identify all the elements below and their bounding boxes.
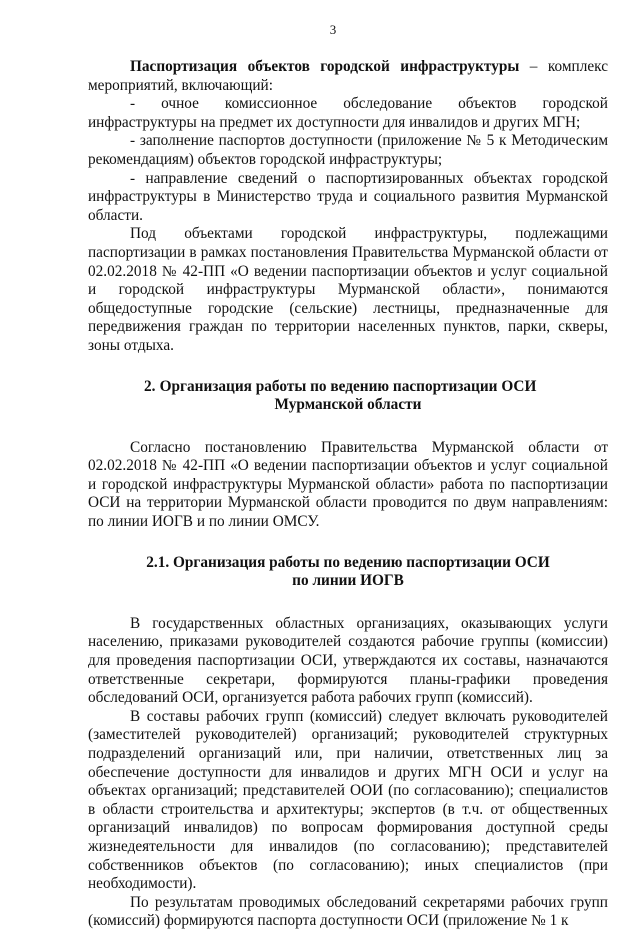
section-2-1-heading <box>88 554 608 591</box>
intro-term: Паспортизация объектов городской инфраструктуры <box>130 58 520 75</box>
page-number: 3 <box>329 22 337 37</box>
section-2-1-title-line1: 2.1. Организация работы по ведению паспортизации ОСИ <box>146 553 550 571</box>
section-2-heading <box>88 378 608 415</box>
section-2-1-paragraph: По результатам проводимых обследований секретарями рабочих групп (комиссий) формируются паспорта доступности ОСИ (приложение № 1 к <box>88 893 608 930</box>
definition-paragraph: Под объектами городской инфраструктуры, подлежащими паспортизации в рамках постановления Правительства Мурманской области от 02.02.2018 № 42-ПП «О ведении паспортизации объектов и услуг социальной и городской инфраструктуры Мурманской области», понимаются общедоступные городские (сельские) лестницы, предназначенные для передвижения граждан по территории населенных пунктов, парки, скверы, зоны отдыха. <box>88 225 608 354</box>
list-item: - направление сведений о паспортизированных объектах городской инфраструктуры в Министерство труда и социального развития Мурманской области. <box>88 169 608 224</box>
section-2-title-line1: Организация работы по ведению паспортизации ОСИ <box>159 377 537 395</box>
list-item: - очное комиссионное обследование объектов городской инфраструктуры на предмет их доступности для инвалидов и других МГН; <box>88 95 608 131</box>
section-2-title-line2: Мурманской области <box>274 396 422 414</box>
section-2-1-paragraph: В государственных областных организациях, оказывающих услуги населению, приказами руководителей создаются рабочие группы (комиссии) для проведения паспортизации ОСИ, утверждаются их составы, назначаются ответственные секретари, формируются планы-графики проведения обследований ОСИ, организуется работа рабочих групп (комиссий). <box>88 614 608 707</box>
section-2-1-paragraph: В составы рабочих групп (комиссий) следует включать руководителей (заместителей руководителей) организаций; руководителей структурных подразделений организаций или, при наличии, ответственных лиц за обеспечение доступности для инвалидов и других МГН ОСИ и услуг на объектах организаций; представителей ООИ (по согласованию); специалистов в области строительства и архитектуры; экспертов (в т.ч. от общественных организаций инвалидов) по вопросам формирования доступной среды жизнедеятельности для инвалидов (по согласованию); представителей собственников объектов (по согласованию); иных специалистов (при необходимости). <box>88 707 608 893</box>
section-2-number: 2. <box>144 377 156 395</box>
section-2-1-title-line2: по линии ИОГВ <box>292 572 404 590</box>
section-2-paragraph: Согласно постановлению Правительства Мурманской области от 02.02.2018 № 42-ПП «О ведении паспортизации объектов и услуг социальной и городской инфраструктуры Мурманской области» работа по паспортизации ОСИ на территории Мурманской области проводится по двум направлениям: по линии ИОГВ и по линии ОМСУ. <box>88 438 608 531</box>
intro-rest: – комплекс мероприятий, включающий: <box>88 58 608 94</box>
intro-paragraph <box>88 58 608 95</box>
list-item: - заполнение паспортов доступности (приложение № 5 к Методическим рекомендациям) объектов городской инфраструктуры; <box>88 132 608 168</box>
